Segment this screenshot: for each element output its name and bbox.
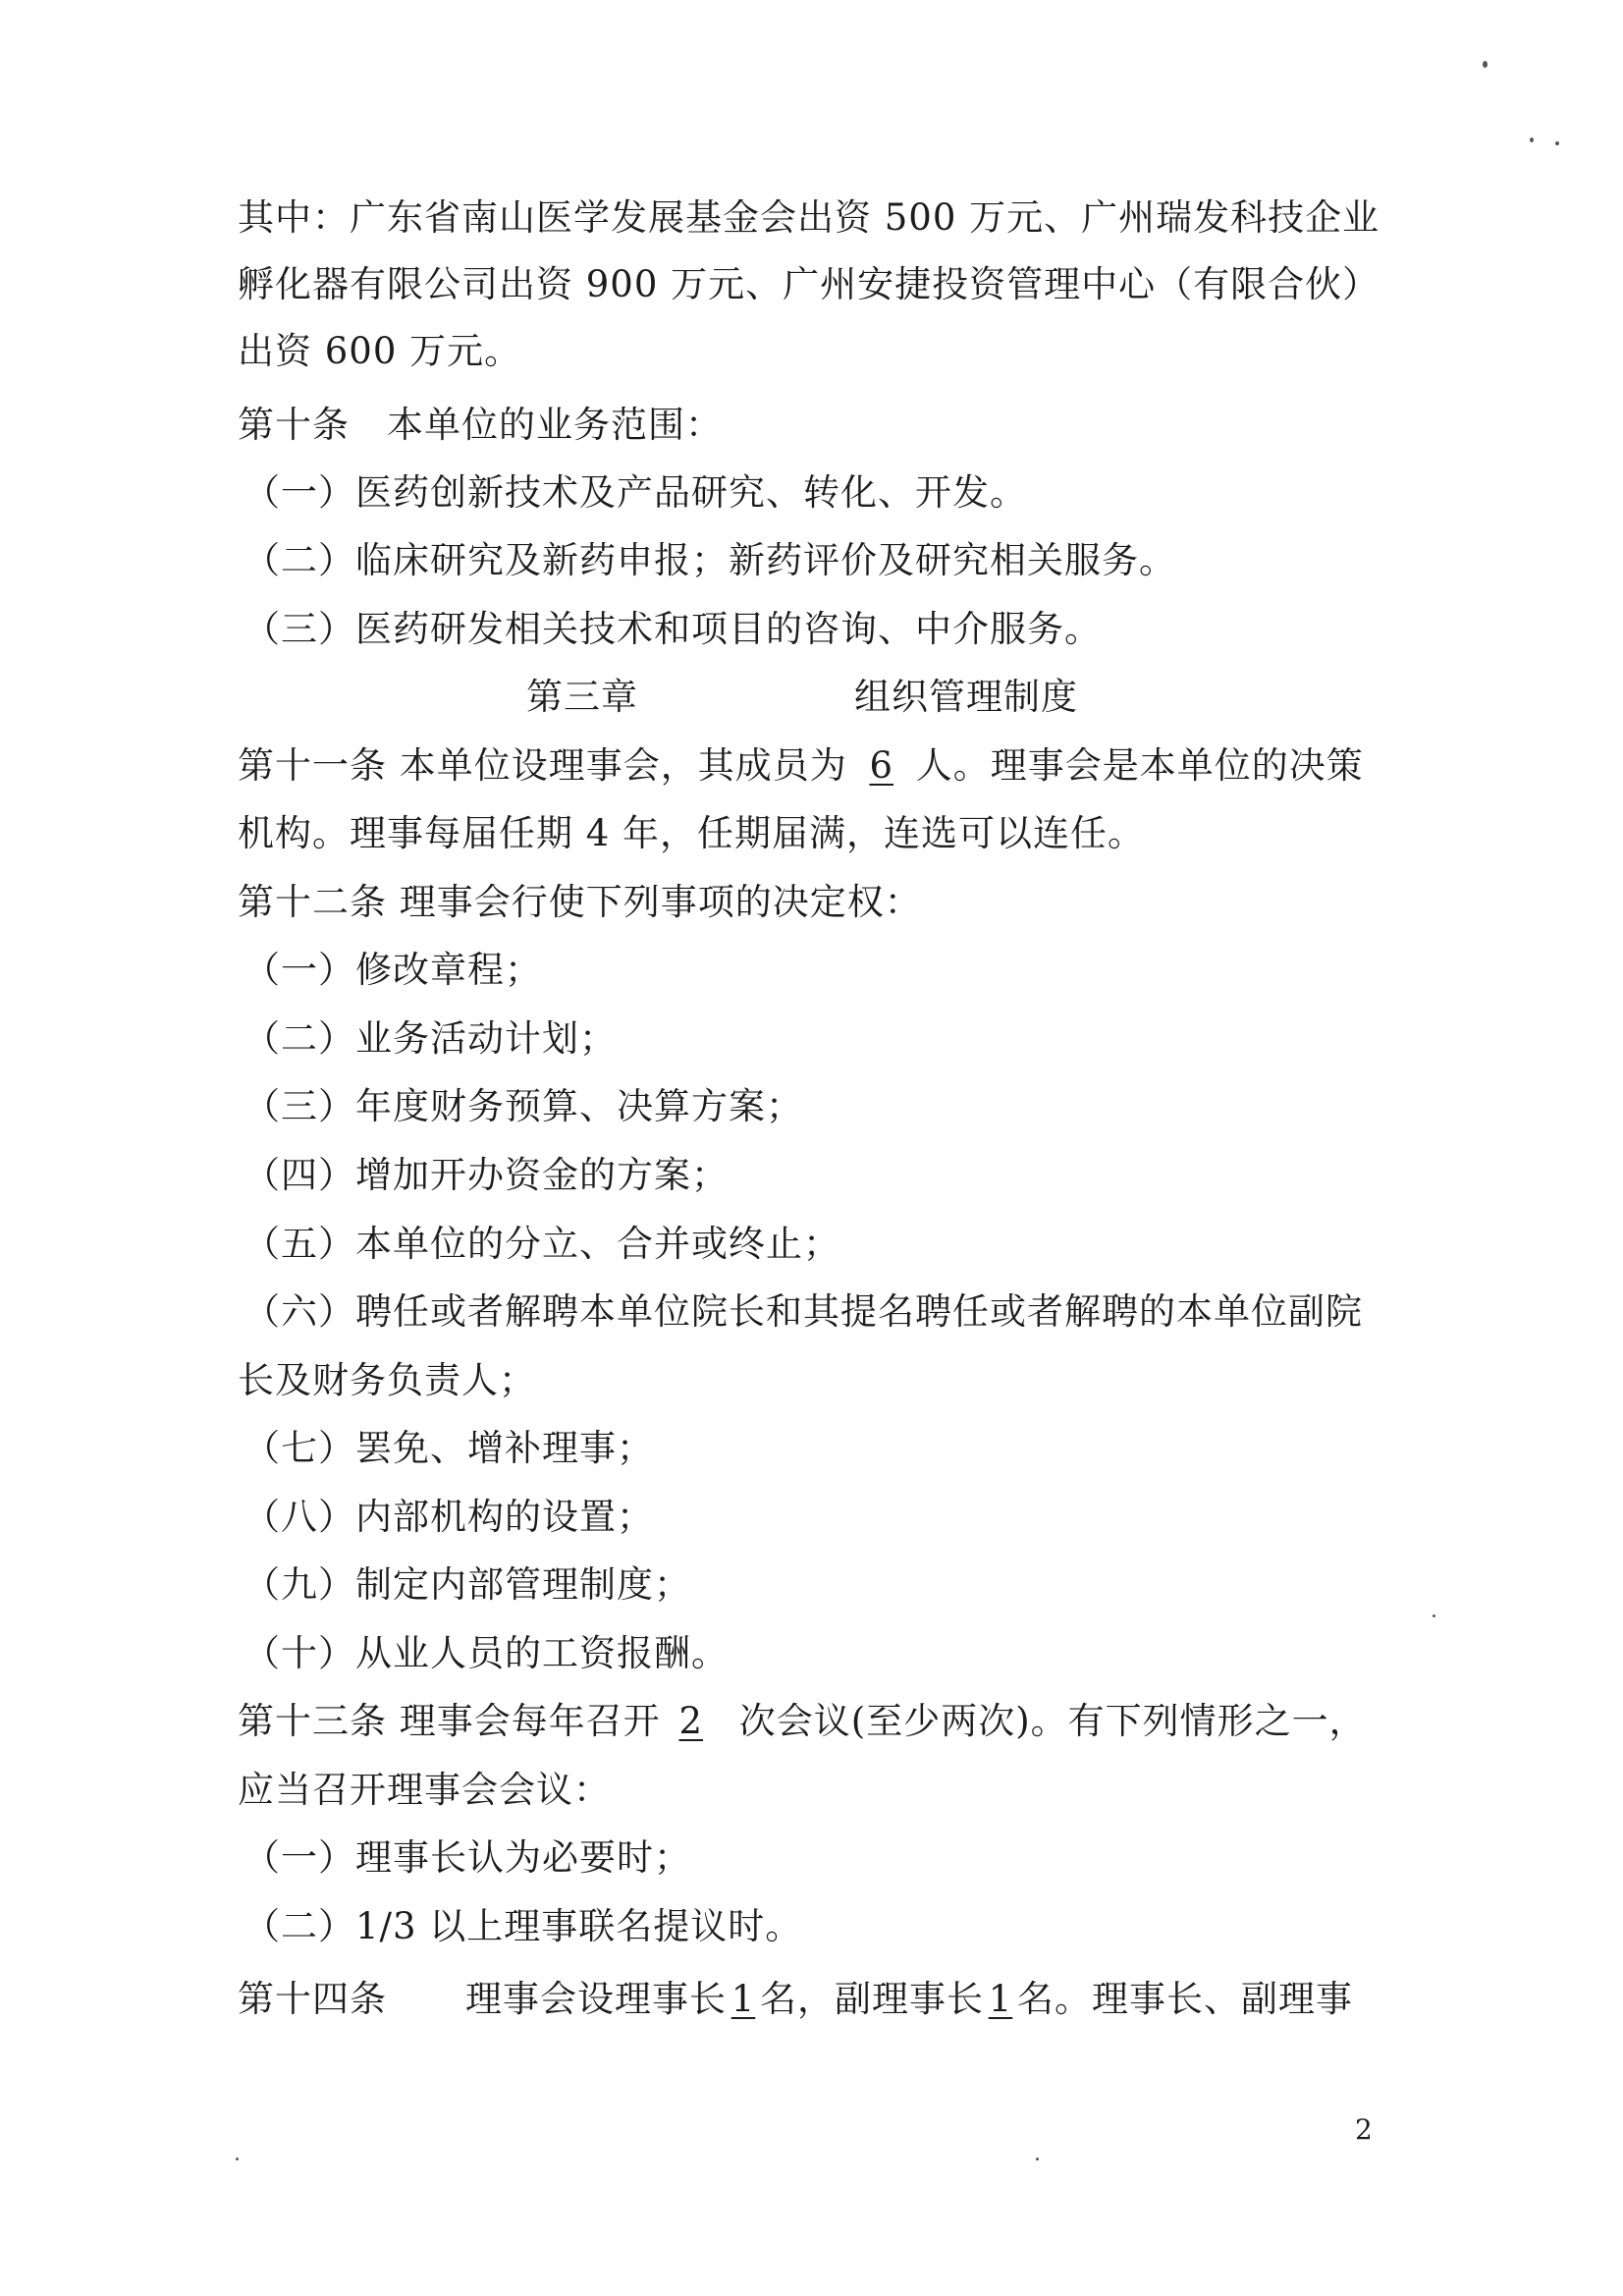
scan-speck bbox=[1433, 1614, 1435, 1617]
article-text: 名，副理事长 bbox=[760, 1978, 984, 2020]
article-text: 名。理事长、副理事 bbox=[1017, 1978, 1353, 2020]
article-text: 第十一条 本单位设理事会，其成员为 bbox=[238, 744, 847, 787]
vice-chair-count: 1 bbox=[988, 1978, 1013, 2020]
article-label: 第十四条 bbox=[238, 1978, 387, 2020]
article-text: 本单位的业务范围： bbox=[387, 404, 723, 446]
chapter-title: 组织管理制度 bbox=[854, 676, 1078, 718]
list-item: （八）内部机构的设置； bbox=[243, 1496, 654, 1538]
member-count: 6 bbox=[869, 744, 894, 787]
chair-count: 1 bbox=[730, 1978, 756, 2020]
scan-speck bbox=[1555, 141, 1559, 145]
article-10 bbox=[238, 402, 723, 449]
paragraph-line: 其中：广东省南山医学发展基金会出资 500 万元、广州瑞发科技企业 bbox=[238, 196, 1380, 239]
scan-speck bbox=[1483, 61, 1488, 68]
scan-speck bbox=[1036, 2158, 1039, 2160]
list-item: （一）修改章程； bbox=[243, 949, 542, 991]
list-item: （三）年度财务预算、决算方案； bbox=[243, 1085, 803, 1127]
article-11 bbox=[238, 742, 1364, 790]
list-item: （二）临床研究及新药申报；新药评价及研究相关服务。 bbox=[243, 539, 1176, 581]
list-item: （六）聘任或者解聘本单位院长和其提名聘任或者解聘的本单位副院 bbox=[243, 1290, 1363, 1333]
paragraph-line: 应当召开理事会会议： bbox=[238, 1769, 611, 1811]
list-item: （九）制定内部管理制度； bbox=[243, 1563, 691, 1606]
list-item: （七）罢免、增补理事； bbox=[243, 1427, 654, 1469]
paragraph-line: 孵化器有限公司出资 900 万元、广州安捷投资管理中心（有限合伙） bbox=[238, 263, 1380, 305]
article-text: 理事会设理事长 bbox=[465, 1978, 727, 2020]
article-13 bbox=[238, 1698, 1367, 1745]
list-item: （一）医药创新技术及产品研究、转化、开发。 bbox=[243, 471, 1027, 514]
chapter-number: 第三章 bbox=[526, 676, 638, 718]
list-item: （一）理事长认为必要时； bbox=[243, 1836, 691, 1879]
list-item: （二）1/3 以上理事联名提议时。 bbox=[243, 1905, 803, 1947]
list-item: （四）增加开办资金的方案； bbox=[243, 1154, 729, 1196]
article-label: 第十条 bbox=[238, 404, 350, 446]
page-number: 2 bbox=[1355, 2113, 1373, 2146]
article-12: 第十二条 理事会行使下列事项的决定权： bbox=[238, 881, 922, 923]
list-item: （十）从业人员的工资报酬。 bbox=[243, 1632, 729, 1674]
list-item: （三）医药研发相关技术和项目的咨询、中介服务。 bbox=[243, 608, 1102, 650]
list-item: （二）业务活动计划； bbox=[243, 1017, 617, 1060]
list-item: （五）本单位的分立、合并或终止； bbox=[243, 1223, 840, 1265]
article-text: 第十三条 理事会每年召开 bbox=[238, 1700, 661, 1742]
article-text: 人。理事会是本单位的决策 bbox=[915, 744, 1364, 787]
article-14 bbox=[238, 1976, 1353, 2023]
scan-speck bbox=[1530, 137, 1534, 142]
scan-speck bbox=[236, 2158, 239, 2160]
article-text: 次会议(至少两次)。有下列情形之一， bbox=[738, 1700, 1367, 1742]
paragraph-line: 出资 600 万元。 bbox=[238, 330, 522, 372]
paragraph-line: 长及财务负责人； bbox=[238, 1359, 536, 1401]
meeting-count: 2 bbox=[678, 1700, 704, 1742]
paragraph-line: 机构。理事每届任期 4 年，任期届满，连选可以连任。 bbox=[238, 812, 1146, 854]
